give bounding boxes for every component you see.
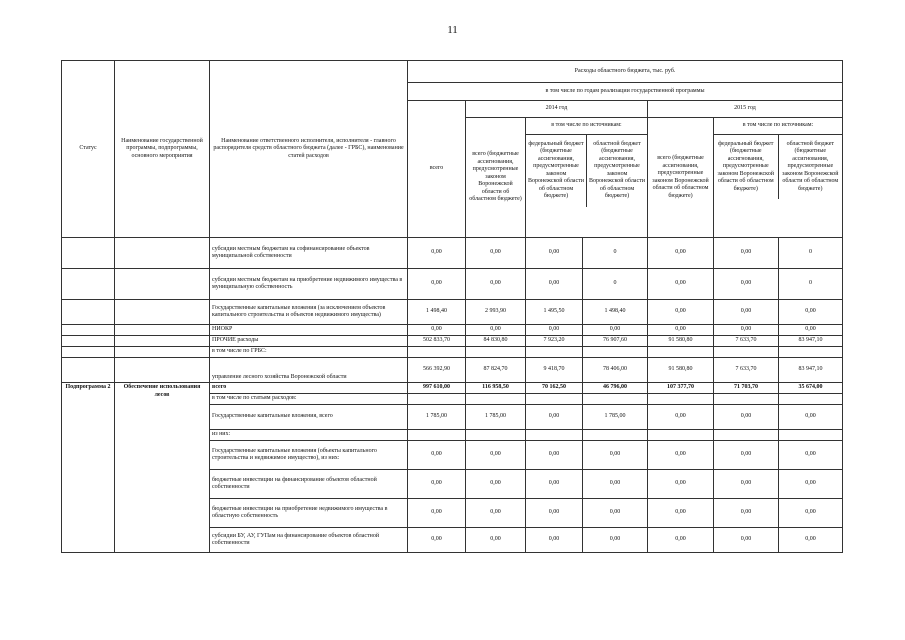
- value-cell: 1 495,50: [526, 300, 583, 325]
- value-cell: [779, 430, 843, 441]
- value-cell: 0,00: [779, 300, 843, 325]
- value-cell: 0,00: [779, 499, 843, 528]
- value-cell: [466, 347, 526, 358]
- value-cell: 7 923,20: [526, 336, 583, 347]
- value-cell: 0,00: [648, 238, 714, 269]
- row-name: в том числе по ГРБС:: [210, 347, 408, 358]
- value-cell: 0,00: [714, 269, 779, 300]
- value-cell: 0,00: [714, 528, 779, 553]
- value-cell: 0: [779, 238, 843, 269]
- value-cell: [779, 347, 843, 358]
- value-cell: 0,00: [648, 441, 714, 470]
- value-cell: 0,00: [526, 325, 583, 336]
- status-cell: [62, 336, 115, 347]
- value-cell: 0,00: [408, 269, 466, 300]
- value-cell: 0: [583, 269, 648, 300]
- value-cell: 0,00: [779, 470, 843, 499]
- value-cell: 1 785,00: [466, 405, 526, 430]
- value-cell: 2 993,90: [466, 300, 526, 325]
- value-cell: 71 703,70: [714, 383, 779, 394]
- value-cell: 84 830,80: [466, 336, 526, 347]
- value-cell: 0,00: [583, 441, 648, 470]
- value-cell: 7 633,70: [714, 358, 779, 383]
- value-cell: 1 498,40: [583, 300, 648, 325]
- status-cell: [62, 269, 115, 300]
- header-2014-by-sources: в том числе по источникам:: [526, 118, 647, 135]
- value-cell: 0,00: [779, 325, 843, 336]
- header-program-name: Наименование государственной программы, подпрограммы, основного мероприятия: [115, 61, 210, 238]
- value-cell: [526, 394, 583, 405]
- value-cell: [714, 430, 779, 441]
- value-cell: 0,00: [408, 499, 466, 528]
- row-name: ПРОЧИЕ расходы: [210, 336, 408, 347]
- row-name: Государственные капитальные вложения (объекты капитального строительства и недвижимое имущество), из них:: [210, 441, 408, 470]
- value-cell: 0,00: [714, 325, 779, 336]
- value-cell: [583, 394, 648, 405]
- value-cell: 0: [779, 269, 843, 300]
- row-name: субсидии БУ, АУ, ГУПам на финансирование объектов областной собственности: [210, 528, 408, 553]
- value-cell: 9 418,70: [526, 358, 583, 383]
- value-cell: 0,00: [526, 238, 583, 269]
- value-cell: 91 580,80: [648, 358, 714, 383]
- table-row: [62, 358, 843, 383]
- value-cell: 0,00: [648, 528, 714, 553]
- program-cell: [115, 325, 210, 336]
- table-row: [62, 347, 843, 358]
- row-name: бюджетные инвестиции на приобретение недвижимого имущества в областную собственность: [210, 499, 408, 528]
- value-cell: 0,00: [526, 499, 583, 528]
- value-cell: 502 833,70: [408, 336, 466, 347]
- status-cell: [62, 238, 115, 269]
- program-cell: [115, 300, 210, 325]
- table-body: [62, 238, 843, 553]
- value-cell: 0,00: [648, 325, 714, 336]
- value-cell: [648, 347, 714, 358]
- value-cell: 87 824,70: [466, 358, 526, 383]
- row-name: НИОКР: [210, 325, 408, 336]
- value-cell: [408, 394, 466, 405]
- value-cell: 0,00: [466, 470, 526, 499]
- row-name: субсидии местным бюджетам на софинансирование объектов муниципальной собственности: [210, 238, 408, 269]
- value-cell: [714, 347, 779, 358]
- value-cell: [526, 347, 583, 358]
- row-name: Государственные капитальные вложения, всего: [210, 405, 408, 430]
- page-number: 11: [447, 24, 458, 36]
- header-2014-federal: федеральный бюджет (бюджетные ассигнования, предусмотренные законом Воронежской области об областном бюджете): [526, 135, 587, 207]
- status-cell: [62, 325, 115, 336]
- value-cell: [648, 430, 714, 441]
- value-cell: 0,00: [714, 238, 779, 269]
- value-cell: [408, 347, 466, 358]
- value-cell: 0,00: [714, 405, 779, 430]
- row-name: всего: [210, 383, 408, 394]
- table-row: [62, 238, 843, 269]
- status-cell: [62, 300, 115, 325]
- value-cell: 0,00: [408, 441, 466, 470]
- value-cell: 0,00: [466, 499, 526, 528]
- value-cell: 0,00: [526, 269, 583, 300]
- value-cell: [526, 430, 583, 441]
- value-cell: 0,00: [583, 528, 648, 553]
- value-cell: 0,00: [466, 325, 526, 336]
- table-row: [62, 325, 843, 336]
- header-2015-by-sources: в том числе по источникам:: [714, 118, 842, 135]
- value-cell: [779, 394, 843, 405]
- value-cell: [648, 394, 714, 405]
- value-cell: 1 785,00: [583, 405, 648, 430]
- status-cell: [62, 347, 115, 358]
- header-2014-total: всего (бюджетные ассигнования, предусмотренные законом Воронежской области об областном бюджете): [466, 118, 526, 238]
- program-cell: [115, 238, 210, 269]
- value-cell: 0,00: [526, 470, 583, 499]
- value-cell: [466, 430, 526, 441]
- value-cell: 0,00: [408, 325, 466, 336]
- value-cell: [466, 394, 526, 405]
- value-cell: 78 406,00: [583, 358, 648, 383]
- program-cell: [115, 269, 210, 300]
- row-name: в том числе по статьям расходов:: [210, 394, 408, 405]
- value-cell: 116 958,50: [466, 383, 526, 394]
- header-by-years: в том числе по годам реализации государственной программы: [408, 83, 843, 101]
- value-cell: 107 377,70: [648, 383, 714, 394]
- value-cell: 0,00: [583, 499, 648, 528]
- value-cell: 1 785,00: [408, 405, 466, 430]
- value-cell: 0,00: [583, 325, 648, 336]
- value-cell: [408, 430, 466, 441]
- row-name: бюджетные инвестиции на финансирование объектов областной собственности: [210, 470, 408, 499]
- row-name: субсидии местным бюджетам на приобретение недвижимого имущества в муниципальную собственность: [210, 269, 408, 300]
- header-executor: Наименование ответственного исполнителя, исполнителя - главного распорядителя средств областного бюджета (далее - ГРБС), наименование статей расходов: [210, 61, 408, 238]
- value-cell: 0,00: [714, 470, 779, 499]
- value-cell: [583, 430, 648, 441]
- budget-table: [61, 60, 843, 553]
- value-cell: 0,00: [583, 470, 648, 499]
- table-header: [62, 61, 843, 238]
- header-2015-total: всего (бюджетные ассигнования, предусмотренные законом Воронежской области об областном бюджете): [648, 118, 714, 238]
- program-cell: [115, 358, 210, 383]
- value-cell: 0,00: [648, 470, 714, 499]
- header-expenses: Расходы областного бюджета, тыс. руб.: [408, 61, 843, 83]
- value-cell: 46 796,00: [583, 383, 648, 394]
- header-2014-regional: областной бюджет (бюджетные ассигнования, предусмотренные законом Воронежской области об областном бюджете): [589, 140, 645, 199]
- header-year-2015: 2015 год: [648, 101, 843, 118]
- value-cell: 0,00: [779, 441, 843, 470]
- value-cell: 0,00: [779, 528, 843, 553]
- table-row: [62, 300, 843, 325]
- value-cell: 0,00: [648, 269, 714, 300]
- status-cell: [62, 358, 115, 383]
- value-cell: 0,00: [408, 470, 466, 499]
- value-cell: [583, 347, 648, 358]
- header-2014-sources: [526, 118, 648, 238]
- value-cell: 7 633,70: [714, 336, 779, 347]
- header-2015-sources: [714, 118, 843, 238]
- value-cell: [714, 394, 779, 405]
- value-cell: 0,00: [648, 499, 714, 528]
- value-cell: 83 947,10: [779, 358, 843, 383]
- header-total: всего: [408, 101, 466, 238]
- row-name: управление лесного хозяйства Воронежской области: [210, 358, 408, 383]
- header-year-2014: 2014 год: [466, 101, 648, 118]
- value-cell: 0,00: [714, 441, 779, 470]
- program-cell: [115, 336, 210, 347]
- value-cell: 91 580,80: [648, 336, 714, 347]
- value-cell: 0,00: [714, 300, 779, 325]
- value-cell: 0,00: [466, 238, 526, 269]
- value-cell: 0,00: [648, 300, 714, 325]
- value-cell: 0,00: [648, 405, 714, 430]
- value-cell: 566 392,90: [408, 358, 466, 383]
- status-cell: Подпрограмма 2: [62, 383, 115, 553]
- value-cell: 0,00: [526, 405, 583, 430]
- value-cell: 0: [583, 238, 648, 269]
- header-2015-federal: федеральный бюджет (бюджетные ассигнования, предусмотренные законом Воронежской области об областном бюджете): [714, 135, 779, 200]
- value-cell: 0,00: [466, 269, 526, 300]
- value-cell: 0,00: [526, 528, 583, 553]
- table-row: [62, 383, 843, 394]
- row-name: Государственные капитальные вложения (за исключением объектов капитального строительства и объектов недвижимого имущества): [210, 300, 408, 325]
- table-row: [62, 336, 843, 347]
- value-cell: 0,00: [714, 499, 779, 528]
- program-cell: [115, 347, 210, 358]
- value-cell: 35 674,00: [779, 383, 843, 394]
- value-cell: 76 907,60: [583, 336, 648, 347]
- value-cell: 0,00: [408, 528, 466, 553]
- header-status: Статус: [62, 61, 115, 238]
- value-cell: 70 162,50: [526, 383, 583, 394]
- value-cell: 1 498,40: [408, 300, 466, 325]
- value-cell: 0,00: [466, 528, 526, 553]
- value-cell: 0,00: [779, 405, 843, 430]
- value-cell: 83 947,10: [779, 336, 843, 347]
- header-2015-regional: областной бюджет (бюджетные ассигнования, предусмотренные законом Воронежской области об областном бюджете): [782, 140, 839, 192]
- value-cell: 0,00: [408, 238, 466, 269]
- value-cell: 997 610,00: [408, 383, 466, 394]
- row-name: из них:: [210, 430, 408, 441]
- program-cell: Обеспечение использования лесов: [115, 383, 210, 553]
- value-cell: 0,00: [526, 441, 583, 470]
- value-cell: 0,00: [466, 441, 526, 470]
- table-row: [62, 269, 843, 300]
